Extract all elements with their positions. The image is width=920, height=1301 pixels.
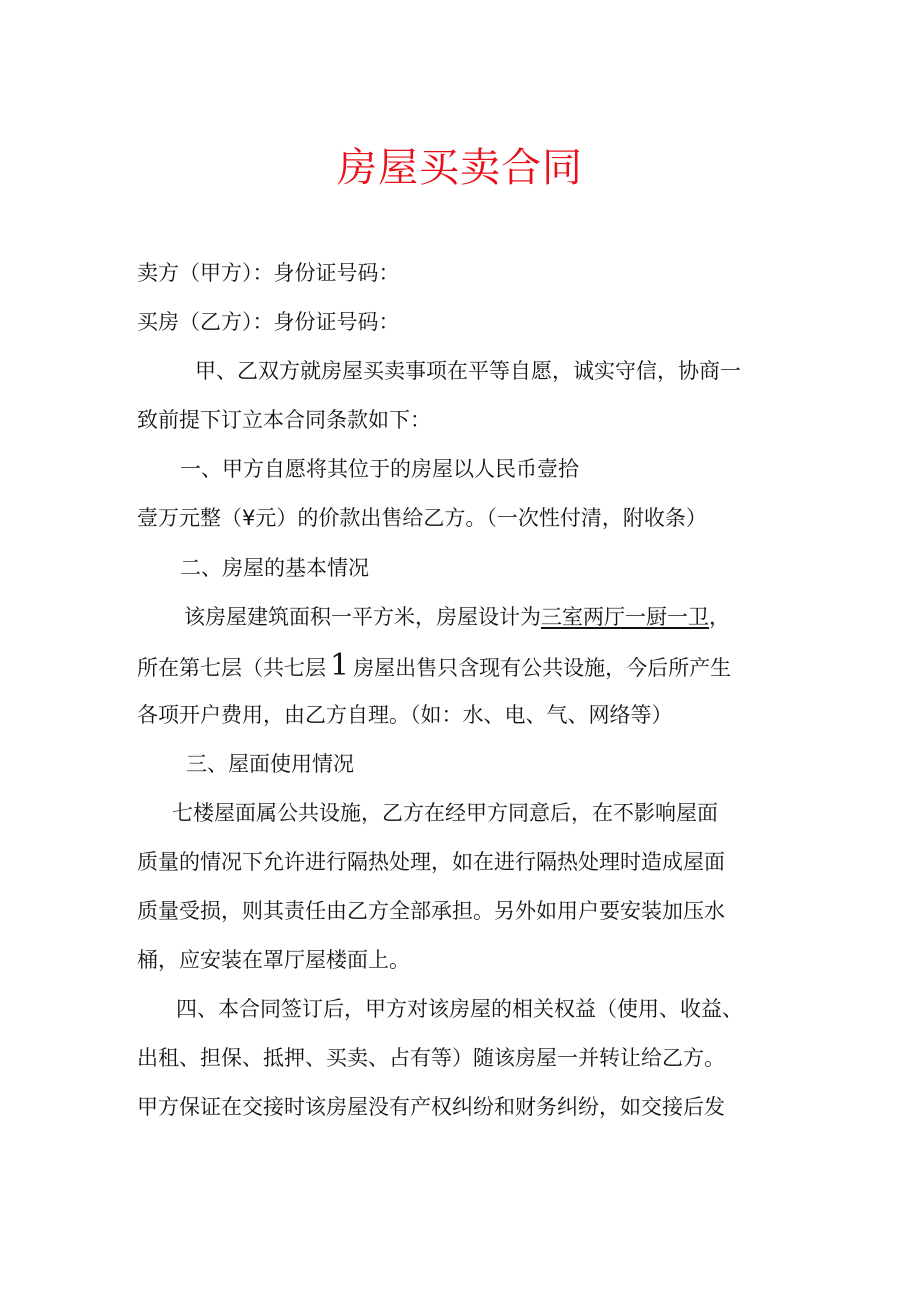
intro-line-1: 甲、乙双方就房屋买卖事项在平等自愿，诚实守信，协商一 — [195, 359, 741, 383]
clause-1-line-1: 一、甲方自愿将其位于的房屋以人民币壹拾 — [180, 457, 579, 481]
clause-2-line-1-a: 该房屋建筑面积一平方米，房屋设计为 — [184, 605, 541, 629]
clause-3-line-2: 质量的情况下允许进行隔热处理，如在进行隔热处理时造成屋面 — [137, 850, 725, 874]
clause-2-line-1 — [184, 602, 730, 632]
clause-3-line-3: 质量受损，则其责任由乙方全部承担。另外如用户要安装加压水 — [137, 899, 725, 923]
seller-line: 卖方（甲方）：身份证号码： — [137, 261, 400, 285]
buyer-line: 买房（乙方）：身份证号码： — [137, 310, 400, 334]
clause-2-line-1-c: ， — [709, 605, 730, 629]
clause-2-line-2-c: 房屋出售只含现有公共设施，今后所产生 — [353, 656, 732, 680]
document-title: 房屋买卖合同 — [337, 145, 583, 191]
clause-2-line-2 — [137, 648, 732, 683]
clause-4-line-1: 四、本合同签订后，甲方对该房屋的相关权益（使用、收益、 — [176, 997, 743, 1021]
clause-3-line-1: 七楼屋面属公共设施，乙方在经甲方同意后，在不影响屋面 — [172, 801, 718, 825]
intro-line-2: 致前提下订立本合同条款如下： — [137, 408, 431, 432]
large-numeral: 1 — [330, 648, 350, 683]
clause-4-line-2: 出租、担保、抵押、买卖、占有等）随该房屋一并转让给乙方。 — [137, 1046, 725, 1070]
clause-3-line-4: 桶，应安装在罩厅屋楼面上。 — [137, 948, 410, 972]
clause-4-line-3: 甲方保证在交接时该房屋没有产权纠纷和财务纠纷，如交接后发 — [137, 1095, 725, 1119]
clause-2-line-2-a: 所在第七层（共七层 — [137, 656, 326, 680]
clause-3-heading: 三、屋面使用情况 — [186, 752, 354, 776]
room-layout-underlined: 三室两厅一厨一卫 — [541, 605, 709, 629]
clause-1-line-2: 壹万元整（¥元）的价款出售给乙方。（一次性付清，附收条） — [137, 506, 707, 530]
clause-2-line-3: 各项开户费用，由乙方自理。（如：水、电、气、网络等） — [137, 703, 673, 727]
clause-2-heading: 二、房屋的基本情况 — [180, 556, 369, 580]
